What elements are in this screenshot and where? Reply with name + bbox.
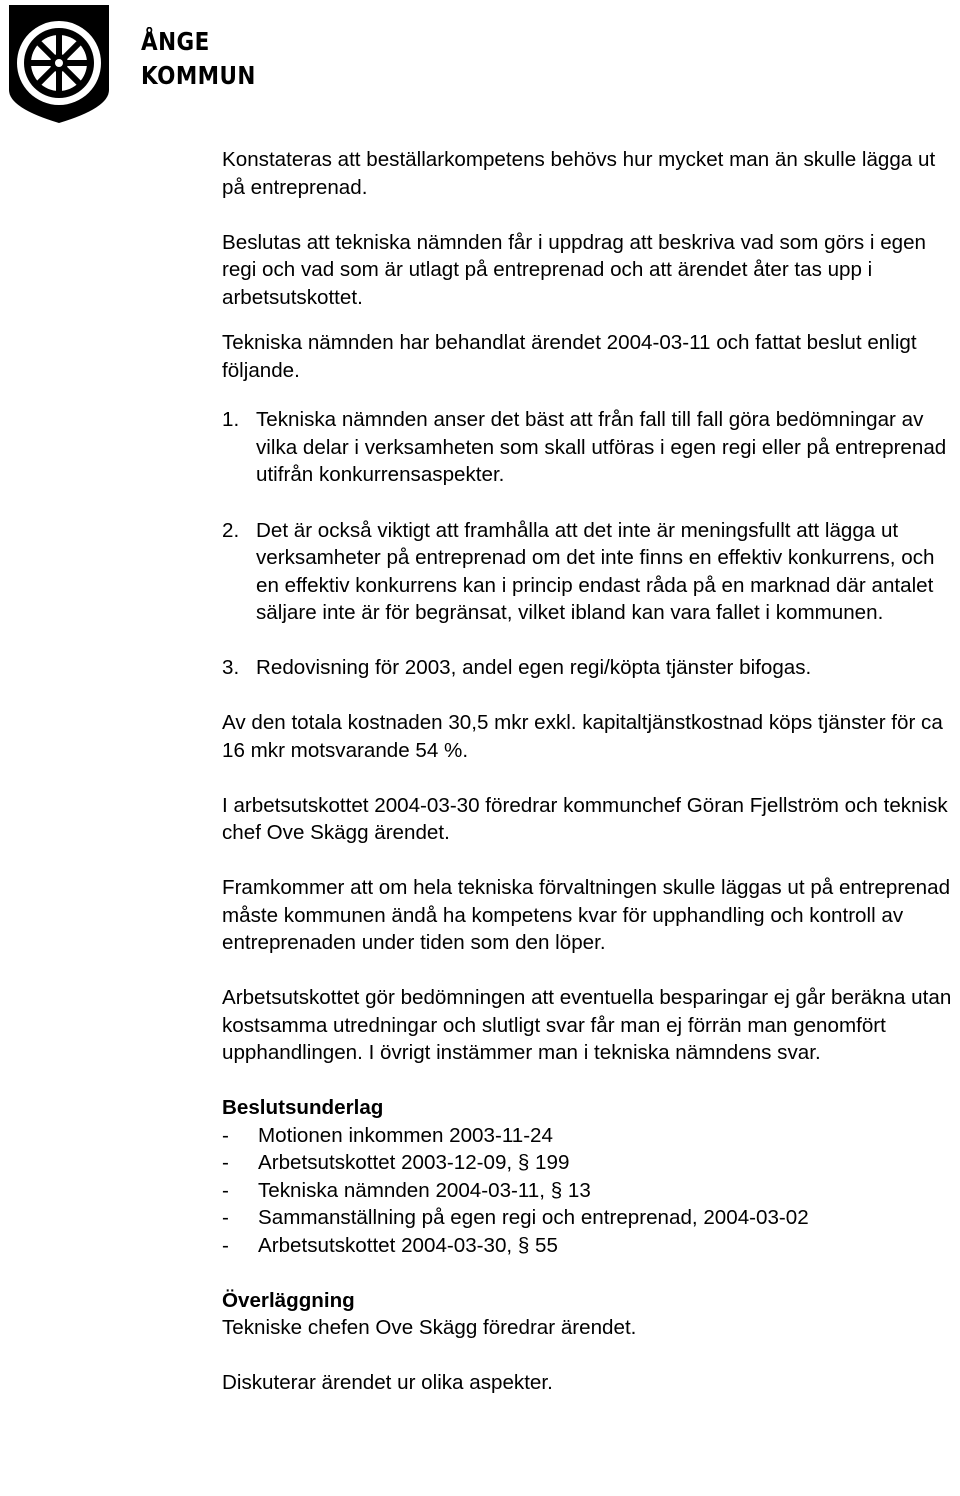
paragraph-3: Tekniska nämnden har behandlat ärendet 2004-03-11 och fattat beslut enligt följande. — [222, 331, 917, 382]
overlaggning-heading: Överläggning — [222, 1288, 355, 1312]
overlaggning-text-1: Tekniske chefen Ove Skägg föredrar ärendet. — [222, 1316, 637, 1339]
item-text: Tekniska nämnden anser det bäst att från fall till fall göra bedömningar av vilka delar i verksamheten som skall utföras i egen regi eller på entreprenad utifrån konkurrensaspekter. — [256, 408, 947, 486]
item-text: Det är också viktigt att framhålla att det inte är meningsfullt att lägga ut verksamheter på entreprenad om det inte finns en effektiv konkurrens, och en effektiv konkurrens kan i princip endast råda på en marknad där antalet säljare inte är för begränsat, vilket ibland kan vara fallet i kommunen. — [256, 518, 935, 624]
overlaggning-text-2: Diskuterar ärendet ur olika aspekter. — [222, 1371, 553, 1394]
brand-line-2: KOMMUN — [141, 61, 256, 90]
paragraph-7: Arbetsutskottet gör bedömningen att eventuella besparingar ej går beräkna utan kostsamma utredningar och slutligt svar får man ej förrän man genomfört upphandlingen. I övrigt instämmer man i tekniska nämndens svar. — [222, 986, 952, 1064]
item-number: 2. — [222, 518, 240, 542]
document-body — [222, 146, 958, 1424]
ange-kommun-logo — [3, 2, 115, 126]
list-dash: - — [222, 1178, 229, 1202]
list-dash: - — [222, 1233, 229, 1257]
numbered-item-3 — [222, 654, 958, 682]
item-text: Redovisning för 2003, andel egen regi/köpta tjänster bifogas. — [256, 656, 812, 679]
list-item — [222, 1122, 958, 1150]
list-item — [222, 1232, 958, 1260]
list-item-text: Arbetsutskottet 2004-03-30, § 55 — [258, 1233, 558, 1257]
item-number: 1. — [222, 408, 240, 431]
list-item — [222, 1204, 958, 1232]
paragraph-2: Beslutas att tekniska nämnden får i uppdrag att beskriva vad som görs i egen regi och vad som är utlagt på entreprenad och att ärendet åter tas upp i arbetsutskottet. — [222, 230, 927, 309]
brand-line-1: ÅNGE — [141, 27, 210, 56]
paragraph-4: Av den totala kostnaden 30,5 mkr exkl. kapitaltjänstkostnad köps tjänster för ca 16 mkr motsvarande 54 %. — [222, 711, 943, 762]
item-number: 3. — [222, 656, 240, 679]
list-item — [222, 1149, 958, 1177]
list-item-text: Sammanställning på egen regi och entreprenad, 2004-03-02 — [258, 1206, 809, 1229]
beslutsunderlag-heading: Beslutsunderlag — [222, 1096, 384, 1119]
numbered-item-2 — [222, 517, 958, 627]
numbered-item-1 — [222, 406, 958, 489]
list-dash: - — [222, 1123, 229, 1147]
paragraph-1: Konstateras att beställarkompetens behövs hur mycket man än skulle lägga ut på entreprenad. — [222, 148, 936, 199]
paragraph-5: I arbetsutskottet 2004-03-30 föredrar kommunchef Göran Fjellström och teknisk chef Ove Skägg ärendet. — [222, 793, 948, 844]
list-dash: - — [222, 1206, 229, 1229]
municipality-wordmark — [141, 25, 256, 93]
list-dash: - — [222, 1151, 229, 1174]
list-item — [222, 1177, 958, 1205]
section-spacer — [222, 1259, 958, 1287]
list-item-text: Tekniska nämnden 2004-03-11, § 13 — [258, 1178, 591, 1202]
paragraph-6: Framkommer att om hela tekniska förvaltningen skulle läggas ut på entreprenad måste kommunen ändå ha kompetens kvar för upphandling och kontroll av entreprenaden under tiden som den löper. — [222, 876, 951, 954]
list-item-text: Motionen inkommen 2003-11-24 — [258, 1123, 553, 1147]
list-item-text: Arbetsutskottet 2003-12-09, § 199 — [258, 1151, 570, 1174]
